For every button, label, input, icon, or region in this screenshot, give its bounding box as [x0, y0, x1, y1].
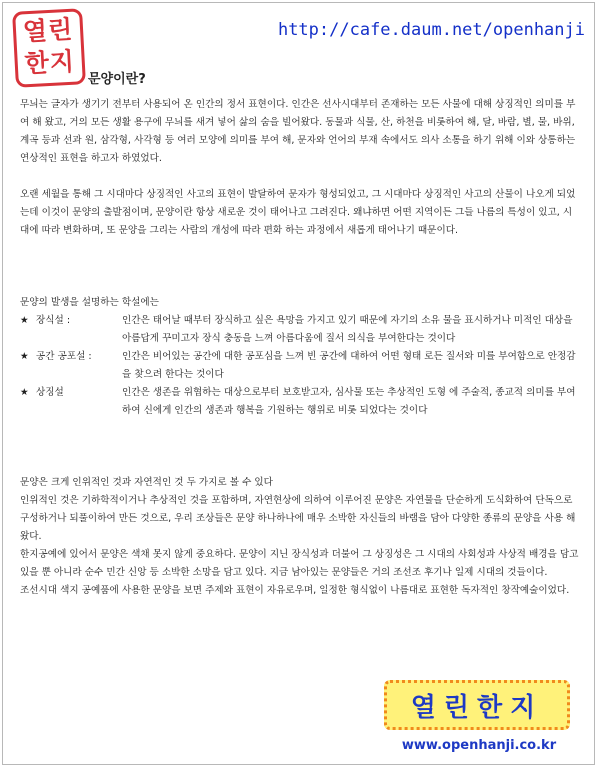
intro-paragraph-2: 오랜 세월을 통해 그 시대마다 상징적인 사고의 표현이 발달하여 문자가 형성되었고, 그 시대마다 상징적인 사고의 산물이 나오게 되었는데 이것이 문양의 출발점이며, 문양이란 항상 새로운 것이 태어나고 그려진다. 왜냐하면 어떤 지역이든 그들 나름의 특성이 있고, 시대에 따라 변화하며, 또 문양을 그리는 사람의 개성에 따라 편화 하는 과정에서 새롭게 태어나기 때문이다.: [20, 189, 576, 236]
footer-logo-badge: 열린한지: [384, 680, 570, 730]
star-icon: ★: [20, 351, 29, 362]
logo-seal: [12, 8, 86, 88]
theory-text: 인간은 생존을 위협하는 대상으로부터 보호받고자, 심사물 또는 추상적인 도형 에 주술적, 종교적 의미를 부여하여 신에게 인간의 생존과 행복을 기원하는 행위로 비롯 되었다는 것이다: [122, 387, 576, 416]
closing-line-1: 문양은 크게 인위적인 것과 자연적인 것 두 가지로 볼 수 있다: [20, 477, 273, 488]
star-icon: ★: [20, 387, 29, 398]
theories-intro: 문양의 발생을 설명하는 학설에는: [20, 297, 159, 308]
star-icon: ★: [20, 315, 29, 326]
footer-url-link[interactable]: www.openhanji.co.kr: [401, 738, 557, 753]
document-body: [20, 96, 580, 600]
header-url-link[interactable]: http://cafe.daum.net/openhanji: [277, 20, 585, 40]
intro-paragraph-1: 무늬는 글자가 생기기 전부터 사용되어 온 인간의 정서 표현이다. 인간은 선사시대부터 존재하는 모든 사물에 대해 상징적인 의미를 부여 해 왔고, 거의 모든 생활 용구에 무늬를 새겨 넣어 삶의 숨을 빌어왔다. 동물과 식물, 산, 하천을 비롯하여 해, 달, 바람, 별, 물, 바위, 계곡 등과 선과 원, 삼각형, 사각형 등 여러 모양에 의미를 부여 해, 문자와 언어의 부재 속에서도 의사 소통을 하기 위해 이와 상통하는 연상적인 표현을 하고자 하였었다.: [20, 99, 576, 164]
theory-text: 인간은 태어날 때부터 장식하고 싶은 욕망을 가지고 있기 때문에 자기의 소유 물을 표시하거나 미적인 대상을 아름답게 꾸미고자 장식 충동을 느껴 아름다움에 질서 의식을 부여한다는 것이다: [122, 315, 573, 344]
document-title: 문양이란?: [88, 72, 146, 87]
logo-line-1: 열린: [22, 14, 74, 47]
closing-paragraph-3: 한지공예에 있어서 문양은 색채 못지 않게 중요하다. 문양이 지닌 장식성과 더불어 그 상징성은 그 시대의 사회성과 사상적 배경을 담고 있을 뿐 아니라 순수 민간 신앙 등 소박한 소망을 담고 있다. 지금 남아있는 문양들은 거의 조선조 후기나 일제 시대의 것들이다.: [20, 549, 579, 578]
theory-name: 상징설: [36, 387, 64, 398]
theory-item-symbol: [20, 384, 580, 420]
theory-text: 인간은 비어있는 공간에 대한 공포심을 느껴 빈 공간에 대하여 어떤 형태 로든 질서와 미를 부여함으로 안정감을 찾으려 한다는 것이다: [122, 351, 576, 380]
logo-line-2: 한지: [23, 46, 76, 79]
theory-name: 장식설 :: [36, 315, 71, 326]
theory-item-space-fear: [20, 348, 580, 384]
closing-paragraph-4: 조선시대 색지 공예품에 사용한 문양을 보면 주제와 표현이 자유로우며, 일정한 형식없이 나름대로 표현한 독자적인 창작예술이었다.: [20, 585, 570, 596]
theory-item-decoration: [20, 312, 580, 348]
theory-name: 공간 공포설 :: [36, 351, 92, 362]
closing-paragraph-2: 인위적인 것은 기하학적이거나 추상적인 것을 포함하며, 자연현상에 의하여 이루어진 문양은 자연물을 단순하게 도식화하여 단독으로 구성하거나 되풀이하여 만든 것으로, 우리 조상들은 문양 하나하나에 매우 소박한 자신들의 바램을 담아 다양한 종류의 문양을 사용 해 왔다.: [20, 495, 576, 542]
